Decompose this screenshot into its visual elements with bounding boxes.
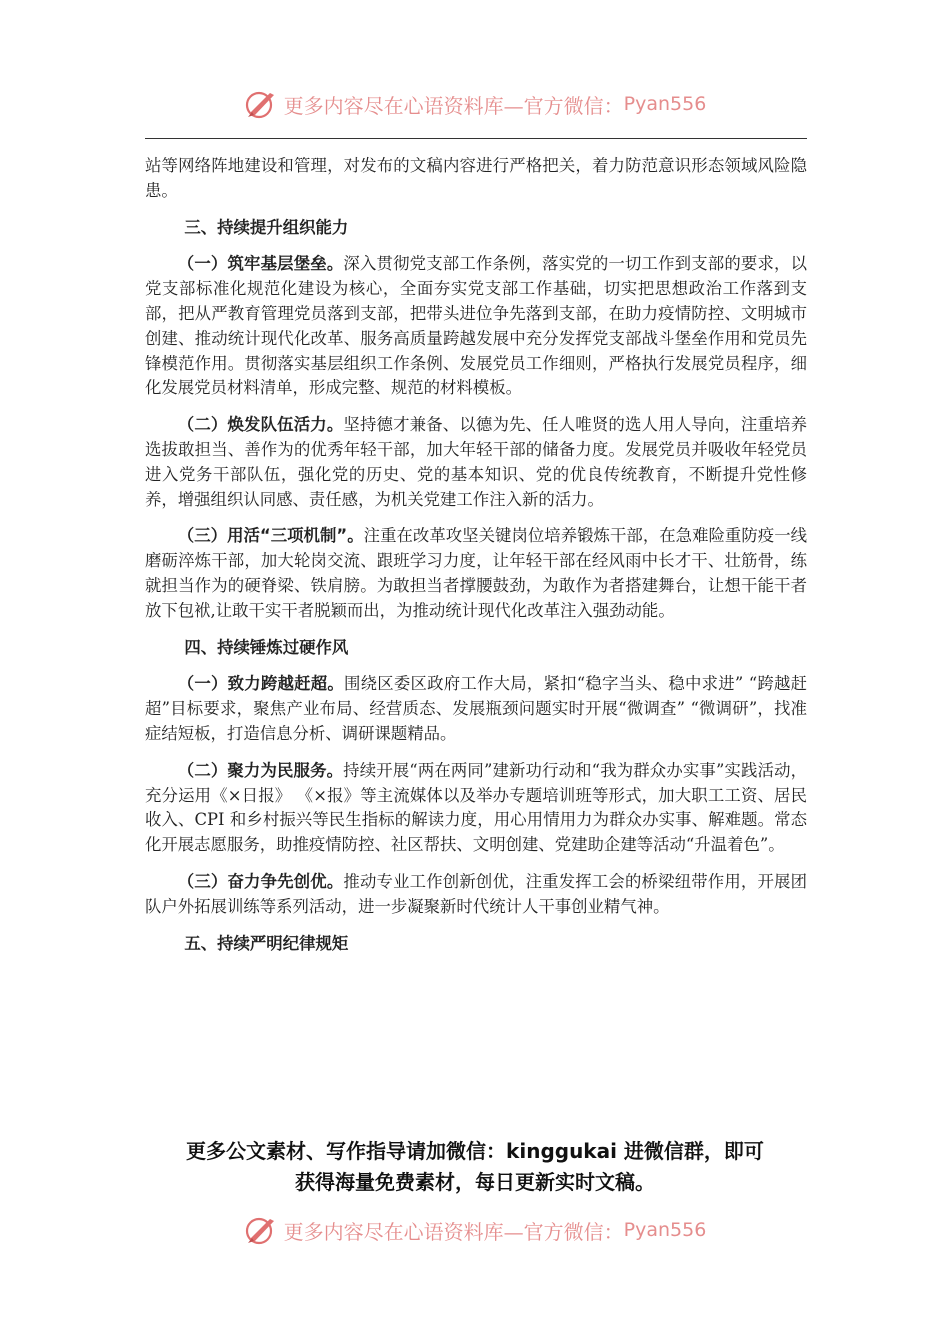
- paragraph-continuation: 站等网络阵地建设和管理，对发布的文稿内容进行严格把关，着力防范意识形态领域风险隐患。: [145, 156, 807, 200]
- paragraph-text: 推动专业工作创新创优，注重发挥工会的桥梁纽带作用，开展团队户外拓展训练等系列活动，进一步凝聚新时代统计人干事创业精气神。: [145, 871, 807, 916]
- paragraph-lead: （一）致力跨越赶超。: [177, 674, 345, 694]
- promo-line-1: 更多公文素材、写作指导请加微信：kinggukai 进微信群，即可: [186, 1139, 764, 1163]
- paragraph-4-3: [145, 870, 807, 920]
- section-heading-4: 四、持续锤炼过硬作风: [184, 637, 349, 657]
- section-heading-3: 三、持续提升组织能力: [184, 217, 349, 237]
- paragraph-3-1: [145, 252, 807, 401]
- pen-logo-icon: [244, 1213, 278, 1247]
- paragraph-lead: （二）聚力为民服务。: [177, 760, 344, 780]
- paragraph-4-2: [145, 759, 807, 858]
- paragraph-lead: （三）用活“三项机制”。: [177, 526, 364, 546]
- document-body: [145, 154, 807, 968]
- paragraph-lead: （一）筑牢基层堡垒。: [177, 254, 344, 274]
- paragraph-text: 注重在改革攻坚关键岗位培养锻炼干部，在急难险重防疫一线磨砺淬炼干部，加大轮岗交流、跟班学习力度，让年轻干部在经风雨中长才干、壮筋骨，练就担当作为的硬脊梁、铁肩膀。为敢担当者撑腰鼓劲，为敢作为者搭建舞台，让想干能干者放下包袱,让敢干实干者脱颖而出，为推动统计现代化改革注入强劲动能。: [145, 526, 808, 620]
- footer-banner: [0, 1208, 950, 1252]
- paragraph-text: 深入贯彻党支部工作条例，落实党的一切工作到支部的要求，以党支部标准化规范化建设为核心，全面夯实党支部工作基础，切实把思想政治工作落到支部，把从严教育管理党员落到支部，把带头进位争先落到支部，在助力疫情防控、文明城市创建、推动统计现代化改革、服务高质量跨越发展中充分发挥党支部战斗堡垒作用和党员先锋模范作用。贯彻落实基层组织工作条例、发展党员工作细则，严格执行发展党员程序，细化发展党员材料清单，形成完整、规范的材料模板。: [145, 254, 807, 398]
- header-divider: [145, 138, 807, 139]
- header-banner: [0, 82, 950, 126]
- banner-wechat-id: Pyan556: [623, 1219, 707, 1241]
- banner-text: 更多内容尽在心语资料库—官方微信：: [283, 1219, 624, 1244]
- paragraph-lead: （三）奋力争先创优。: [177, 871, 344, 891]
- pen-logo-icon: [244, 87, 278, 121]
- paragraph-3-3: [145, 524, 807, 623]
- banner-text: 更多内容尽在心语资料库—官方微信：: [283, 93, 624, 118]
- paragraph-text: 围绕区委区政府工作大局，紧扣“稳字当头、稳中求进” “跨越赶超”目标要求，聚焦产业布局、经营质态、发展瓶颈问题实时开展“微调查” “微调研”，找准症结短板，打造信息分析、调研课题精品。: [145, 674, 807, 743]
- paragraph-text: 持续开展“两在两同”建新功行动和“我为群众办实事”实践活动，充分运用《×日报》 《×报》等主流媒体以及举办专题培训班等形式，加大职工工资、居民收入、CPI 和乡村振兴等民生指标的解读力度，用心用情用力为群众办实事、解难题。常态化开展志愿服务，助推疫情防控、社区帮扶、文明创建、党建助企建等活动“升温着色”。: [145, 760, 807, 855]
- promo-notice: [120, 1136, 830, 1198]
- paragraph-4-1: [145, 672, 807, 746]
- paragraph-text: 坚持德才兼备、以德为先、任人唯贤的选人用人导向，注重培养选拔敢担当、善作为的优秀年轻干部，加大年轻干部的储备力度。发展党员并吸收年轻党员进入党务干部队伍，强化党的历史、党的基本知识、党的优良传统教育，不断提升党性修养，增强组织认同感、责任感，为机关党建工作注入新的活力。: [145, 415, 807, 509]
- section-heading-5: 五、持续严明纪律规矩: [184, 933, 349, 953]
- promo-line-2: 获得海量免费素材，每日更新实时文稿。: [295, 1170, 655, 1194]
- paragraph-3-2: [145, 413, 807, 512]
- banner-wechat-id: Pyan556: [623, 93, 707, 115]
- paragraph-lead: （二）焕发队伍活力。: [177, 415, 344, 435]
